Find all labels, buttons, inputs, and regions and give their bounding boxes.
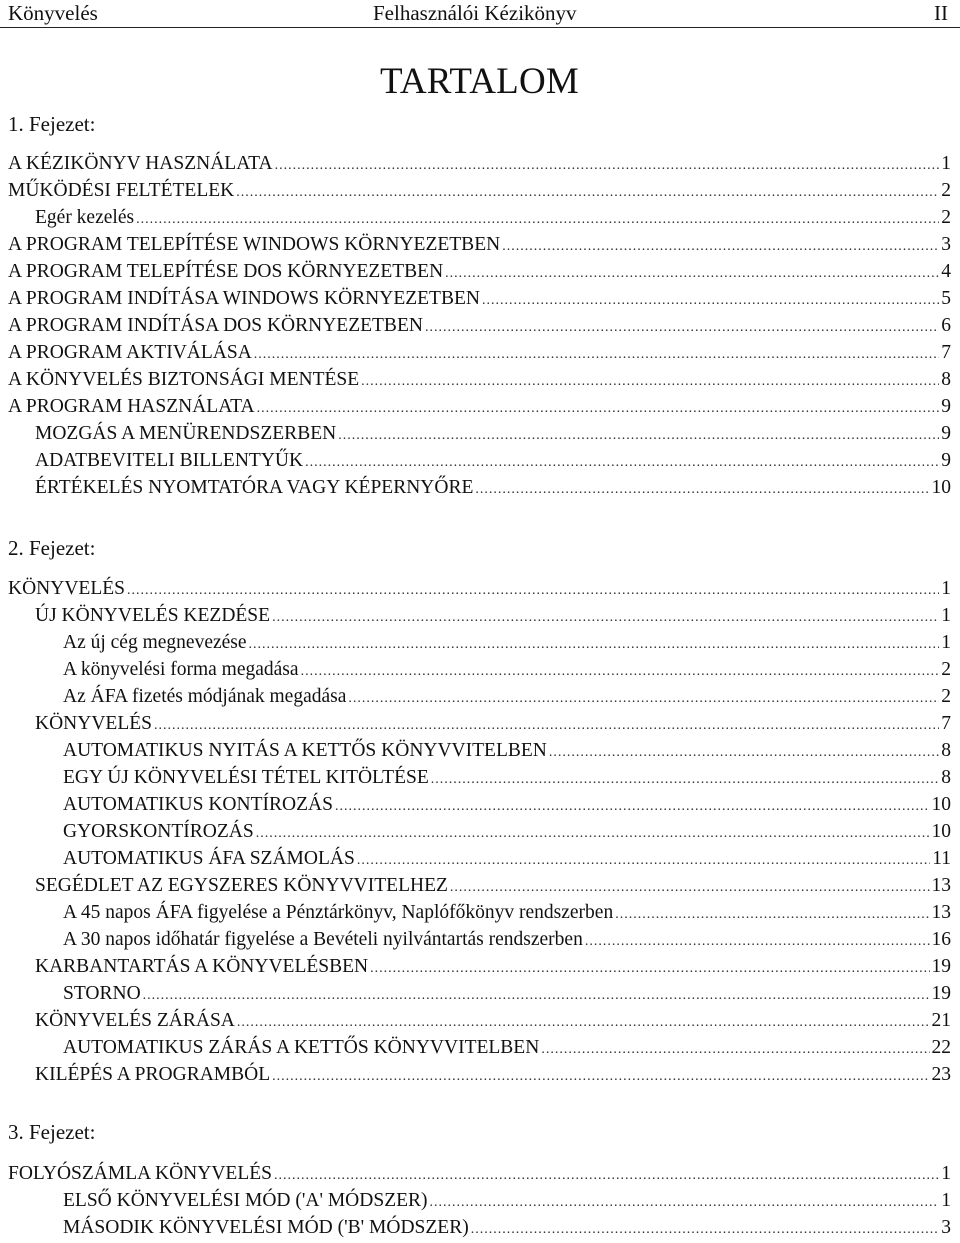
toc-entry-title: MŰKÖDÉSI FELTÉTELEK xyxy=(8,180,235,201)
toc-entry-title: KÖNYVELÉS ZÁRÁSA xyxy=(35,1010,235,1031)
toc-entry[interactable] xyxy=(0,926,960,953)
toc-entry-page: 2 xyxy=(941,180,951,201)
toc-entry[interactable] xyxy=(0,474,960,501)
toc-entry[interactable] xyxy=(0,150,960,177)
toc-entry[interactable] xyxy=(0,791,960,818)
toc-dot-leader xyxy=(430,1189,940,1216)
toc-entry-page: 9 xyxy=(941,450,951,471)
toc-entry-title: ELSŐ KÖNYVELÉSI MÓD ('A' MÓDSZER) xyxy=(63,1190,428,1211)
toc-entry-title: GYORSKONTÍROZÁS xyxy=(63,821,254,842)
toc-entry[interactable] xyxy=(0,1214,960,1241)
toc-entry[interactable] xyxy=(0,818,960,845)
toc-entry-page: 1 xyxy=(941,153,951,174)
toc-dot-leader xyxy=(257,395,940,422)
toc-entry-page: 16 xyxy=(931,929,951,950)
toc-entry[interactable] xyxy=(0,204,960,231)
toc-entry-title: A PROGRAM TELEPÍTÉSE DOS KÖRNYEZETBEN xyxy=(8,261,444,282)
toc-entry-page: 11 xyxy=(932,848,951,869)
toc-entry[interactable] xyxy=(0,420,960,447)
toc-entry-page: 8 xyxy=(941,369,951,390)
toc-dot-leader xyxy=(541,1036,929,1063)
chapter-2-label: 2. Fejezet: xyxy=(8,536,96,560)
toc-entry-title: STORNO xyxy=(63,983,141,1004)
toc-entry-page: 3 xyxy=(941,234,951,255)
toc-entry[interactable] xyxy=(0,845,960,872)
toc-entry-title: A 30 napos időhatár figyelése a Bevételi nyilvántartás rendszerben xyxy=(63,929,583,950)
toc-entry-title: A PROGRAM INDÍTÁSA WINDOWS KÖRNYEZETBEN xyxy=(8,288,480,309)
chapter-1-label: 1. Fejezet: xyxy=(8,112,96,136)
toc-entry-page: 19 xyxy=(931,983,951,1004)
toc-entry-page: 7 xyxy=(941,342,951,363)
toc-dot-leader xyxy=(256,820,930,847)
chapter-1-entries xyxy=(0,150,960,501)
toc-dot-leader xyxy=(254,341,939,368)
toc-dot-leader xyxy=(502,233,939,260)
toc-entry[interactable] xyxy=(0,710,960,737)
toc-dot-leader xyxy=(361,368,939,395)
toc-entry[interactable] xyxy=(0,285,960,312)
toc-entry-title: A PROGRAM AKTIVÁLÁSA xyxy=(8,342,252,363)
toc-entry[interactable] xyxy=(0,177,960,204)
toc-entry[interactable] xyxy=(0,258,960,285)
toc-dot-leader xyxy=(272,604,939,631)
toc-entry-title: MOZGÁS A MENÜRENDSZERBEN xyxy=(35,423,337,444)
toc-dot-leader xyxy=(335,793,930,820)
toc-dot-leader xyxy=(305,449,939,476)
toc-dot-leader xyxy=(471,1216,940,1243)
toc-dot-leader xyxy=(585,928,930,955)
toc-entry[interactable] xyxy=(0,312,960,339)
toc-entry-title: AUTOMATIKUS KONTÍROZÁS xyxy=(63,794,333,815)
toc-dot-leader xyxy=(475,476,929,503)
toc-dot-leader xyxy=(450,874,930,901)
toc-entry-page: 5 xyxy=(941,288,951,309)
toc-entry-title: A 45 napos ÁFA figyelése a Pénztárkönyv, Naplófőkönyv rendszerben xyxy=(63,902,614,923)
toc-dot-leader xyxy=(127,577,939,604)
header-left-text: Könyvelés xyxy=(8,1,98,25)
toc-dot-leader xyxy=(549,739,939,766)
toc-entry-title: Az új cég megnevezése xyxy=(63,632,247,653)
toc-entry-title: ÚJ KÖNYVELÉS KEZDÉSE xyxy=(35,605,271,626)
toc-entry-page: 1 xyxy=(941,578,951,599)
toc-entry[interactable] xyxy=(0,447,960,474)
toc-entry[interactable] xyxy=(0,1160,960,1187)
toc-entry[interactable] xyxy=(0,872,960,899)
toc-entry-page: 9 xyxy=(941,423,951,444)
toc-entry-page: 1 xyxy=(941,605,951,626)
toc-entry-page: 3 xyxy=(941,1217,951,1238)
toc-entry-title: A könyvelési forma megadása xyxy=(63,659,299,680)
toc-entry-title: KÖNYVELÉS xyxy=(35,713,152,734)
toc-entry-title: A PROGRAM INDÍTÁSA DOS KÖRNYEZETBEN xyxy=(8,315,423,336)
header-page-number: II xyxy=(934,1,948,25)
toc-entry-page: 2 xyxy=(941,686,951,707)
toc-entry-title: A PROGRAM HASZNÁLATA xyxy=(8,396,255,417)
chapter-3-entries xyxy=(0,1160,960,1241)
toc-dot-leader xyxy=(301,658,940,685)
toc-dot-leader xyxy=(338,422,939,449)
toc-entry-title: FOLYÓSZÁMLA KÖNYVELÉS xyxy=(8,1163,273,1184)
toc-entry-page: 6 xyxy=(941,315,951,336)
toc-dot-leader xyxy=(143,982,930,1009)
toc-entry-title: KÖNYVELÉS xyxy=(8,578,125,599)
toc-entry-title: ADATBEVITELI BILLENTYŰK xyxy=(35,450,304,471)
toc-dot-leader xyxy=(370,955,929,982)
toc-entry-page: 2 xyxy=(941,659,951,680)
toc-dot-leader xyxy=(482,287,939,314)
toc-entry-title: A PROGRAM TELEPÍTÉSE WINDOWS KÖRNYEZETBEN xyxy=(8,234,501,255)
toc-entry-page: 13 xyxy=(931,902,951,923)
toc-entry[interactable] xyxy=(0,1061,960,1088)
toc-entry-page: 7 xyxy=(941,713,951,734)
toc-entry[interactable] xyxy=(0,1007,960,1034)
toc-title: TARTALOM xyxy=(380,61,579,102)
toc-entry-title: SEGÉDLET AZ EGYSZERES KÖNYVVITELHEZ xyxy=(35,875,448,896)
toc-dot-leader xyxy=(154,712,939,739)
toc-entry-page: 4 xyxy=(941,261,951,282)
toc-dot-leader xyxy=(357,847,930,874)
toc-entry[interactable] xyxy=(0,683,960,710)
toc-entry-page: 13 xyxy=(931,875,951,896)
toc-entry-page: 22 xyxy=(931,1037,951,1058)
toc-dot-leader xyxy=(431,766,939,793)
toc-entry[interactable] xyxy=(0,366,960,393)
toc-entry[interactable] xyxy=(0,656,960,683)
toc-entry[interactable] xyxy=(0,602,960,629)
toc-entry[interactable] xyxy=(0,575,960,602)
page-header xyxy=(0,0,960,28)
toc-entry-page: 9 xyxy=(941,396,951,417)
toc-entry[interactable] xyxy=(0,980,960,1007)
toc-entry-title: AUTOMATIKUS ÁFA SZÁMOLÁS xyxy=(63,848,355,869)
toc-entry[interactable] xyxy=(0,1187,960,1214)
toc-entry-title: KARBANTARTÁS A KÖNYVELÉSBEN xyxy=(35,956,369,977)
toc-entry-page: 1 xyxy=(941,1163,951,1184)
toc-entry-page: 2 xyxy=(941,207,951,228)
header-center-text: Felhasználói Kézikönyv xyxy=(373,1,577,25)
toc-dot-leader xyxy=(272,1063,929,1090)
toc-entry-page: 23 xyxy=(931,1064,951,1085)
toc-entry[interactable] xyxy=(0,737,960,764)
toc-entry-page: 19 xyxy=(931,956,951,977)
toc-entry-page: 1 xyxy=(941,1190,951,1211)
toc-entry-title: AUTOMATIKUS ZÁRÁS A KETTŐS KÖNYVVITELBEN xyxy=(63,1037,540,1058)
toc-entry-page: 21 xyxy=(931,1010,951,1031)
toc-dot-leader xyxy=(275,152,940,179)
toc-entry-title: MÁSODIK KÖNYVELÉSI MÓD ('B' MÓDSZER) xyxy=(63,1217,469,1238)
toc-entry-title: A KÉZIKÖNYV HASZNÁLATA xyxy=(8,153,273,174)
toc-entry-page: 8 xyxy=(941,740,951,761)
toc-dot-leader xyxy=(237,1009,930,1036)
toc-dot-leader xyxy=(136,206,939,233)
toc-entry[interactable] xyxy=(0,231,960,258)
toc-entry-title: EGY ÚJ KÖNYVELÉSI TÉTEL KITÖLTÉSE xyxy=(63,767,429,788)
toc-dot-leader xyxy=(274,1162,939,1189)
toc-entry-page: 10 xyxy=(931,477,951,498)
toc-entry[interactable] xyxy=(0,393,960,420)
toc-entry[interactable] xyxy=(0,764,960,791)
toc-entry-title: AUTOMATIKUS NYITÁS A KETTŐS KÖNYVVITELBEN xyxy=(63,740,547,761)
toc-entry-page: 10 xyxy=(931,794,951,815)
toc-dot-leader xyxy=(348,685,939,712)
toc-entry-title: A KÖNYVELÉS BIZTONSÁGI MENTÉSE xyxy=(8,369,360,390)
toc-entry[interactable] xyxy=(0,629,960,656)
toc-entry[interactable] xyxy=(0,899,960,926)
toc-entry-page: 10 xyxy=(931,821,951,842)
toc-entry[interactable] xyxy=(0,1034,960,1061)
chapter-2-entries xyxy=(0,575,960,1088)
chapter-3-label: 3. Fejezet: xyxy=(8,1120,96,1144)
toc-dot-leader xyxy=(615,901,929,928)
toc-entry[interactable] xyxy=(0,339,960,366)
toc-entry-title: Az ÁFA fizetés módjának megadása xyxy=(63,686,347,707)
toc-dot-leader xyxy=(425,314,939,341)
toc-dot-leader xyxy=(236,179,939,206)
toc-entry-page: 8 xyxy=(941,767,951,788)
toc-dot-leader xyxy=(445,260,939,287)
toc-dot-leader xyxy=(249,631,940,658)
toc-entry-title: ÉRTÉKELÉS NYOMTATÓRA VAGY KÉPERNYŐRE xyxy=(35,477,474,498)
toc-entry[interactable] xyxy=(0,953,960,980)
toc-entry-page: 1 xyxy=(941,632,951,653)
toc-entry-title: Egér kezelés xyxy=(35,207,135,228)
toc-entry-title: KILÉPÉS A PROGRAMBÓL xyxy=(35,1064,271,1085)
